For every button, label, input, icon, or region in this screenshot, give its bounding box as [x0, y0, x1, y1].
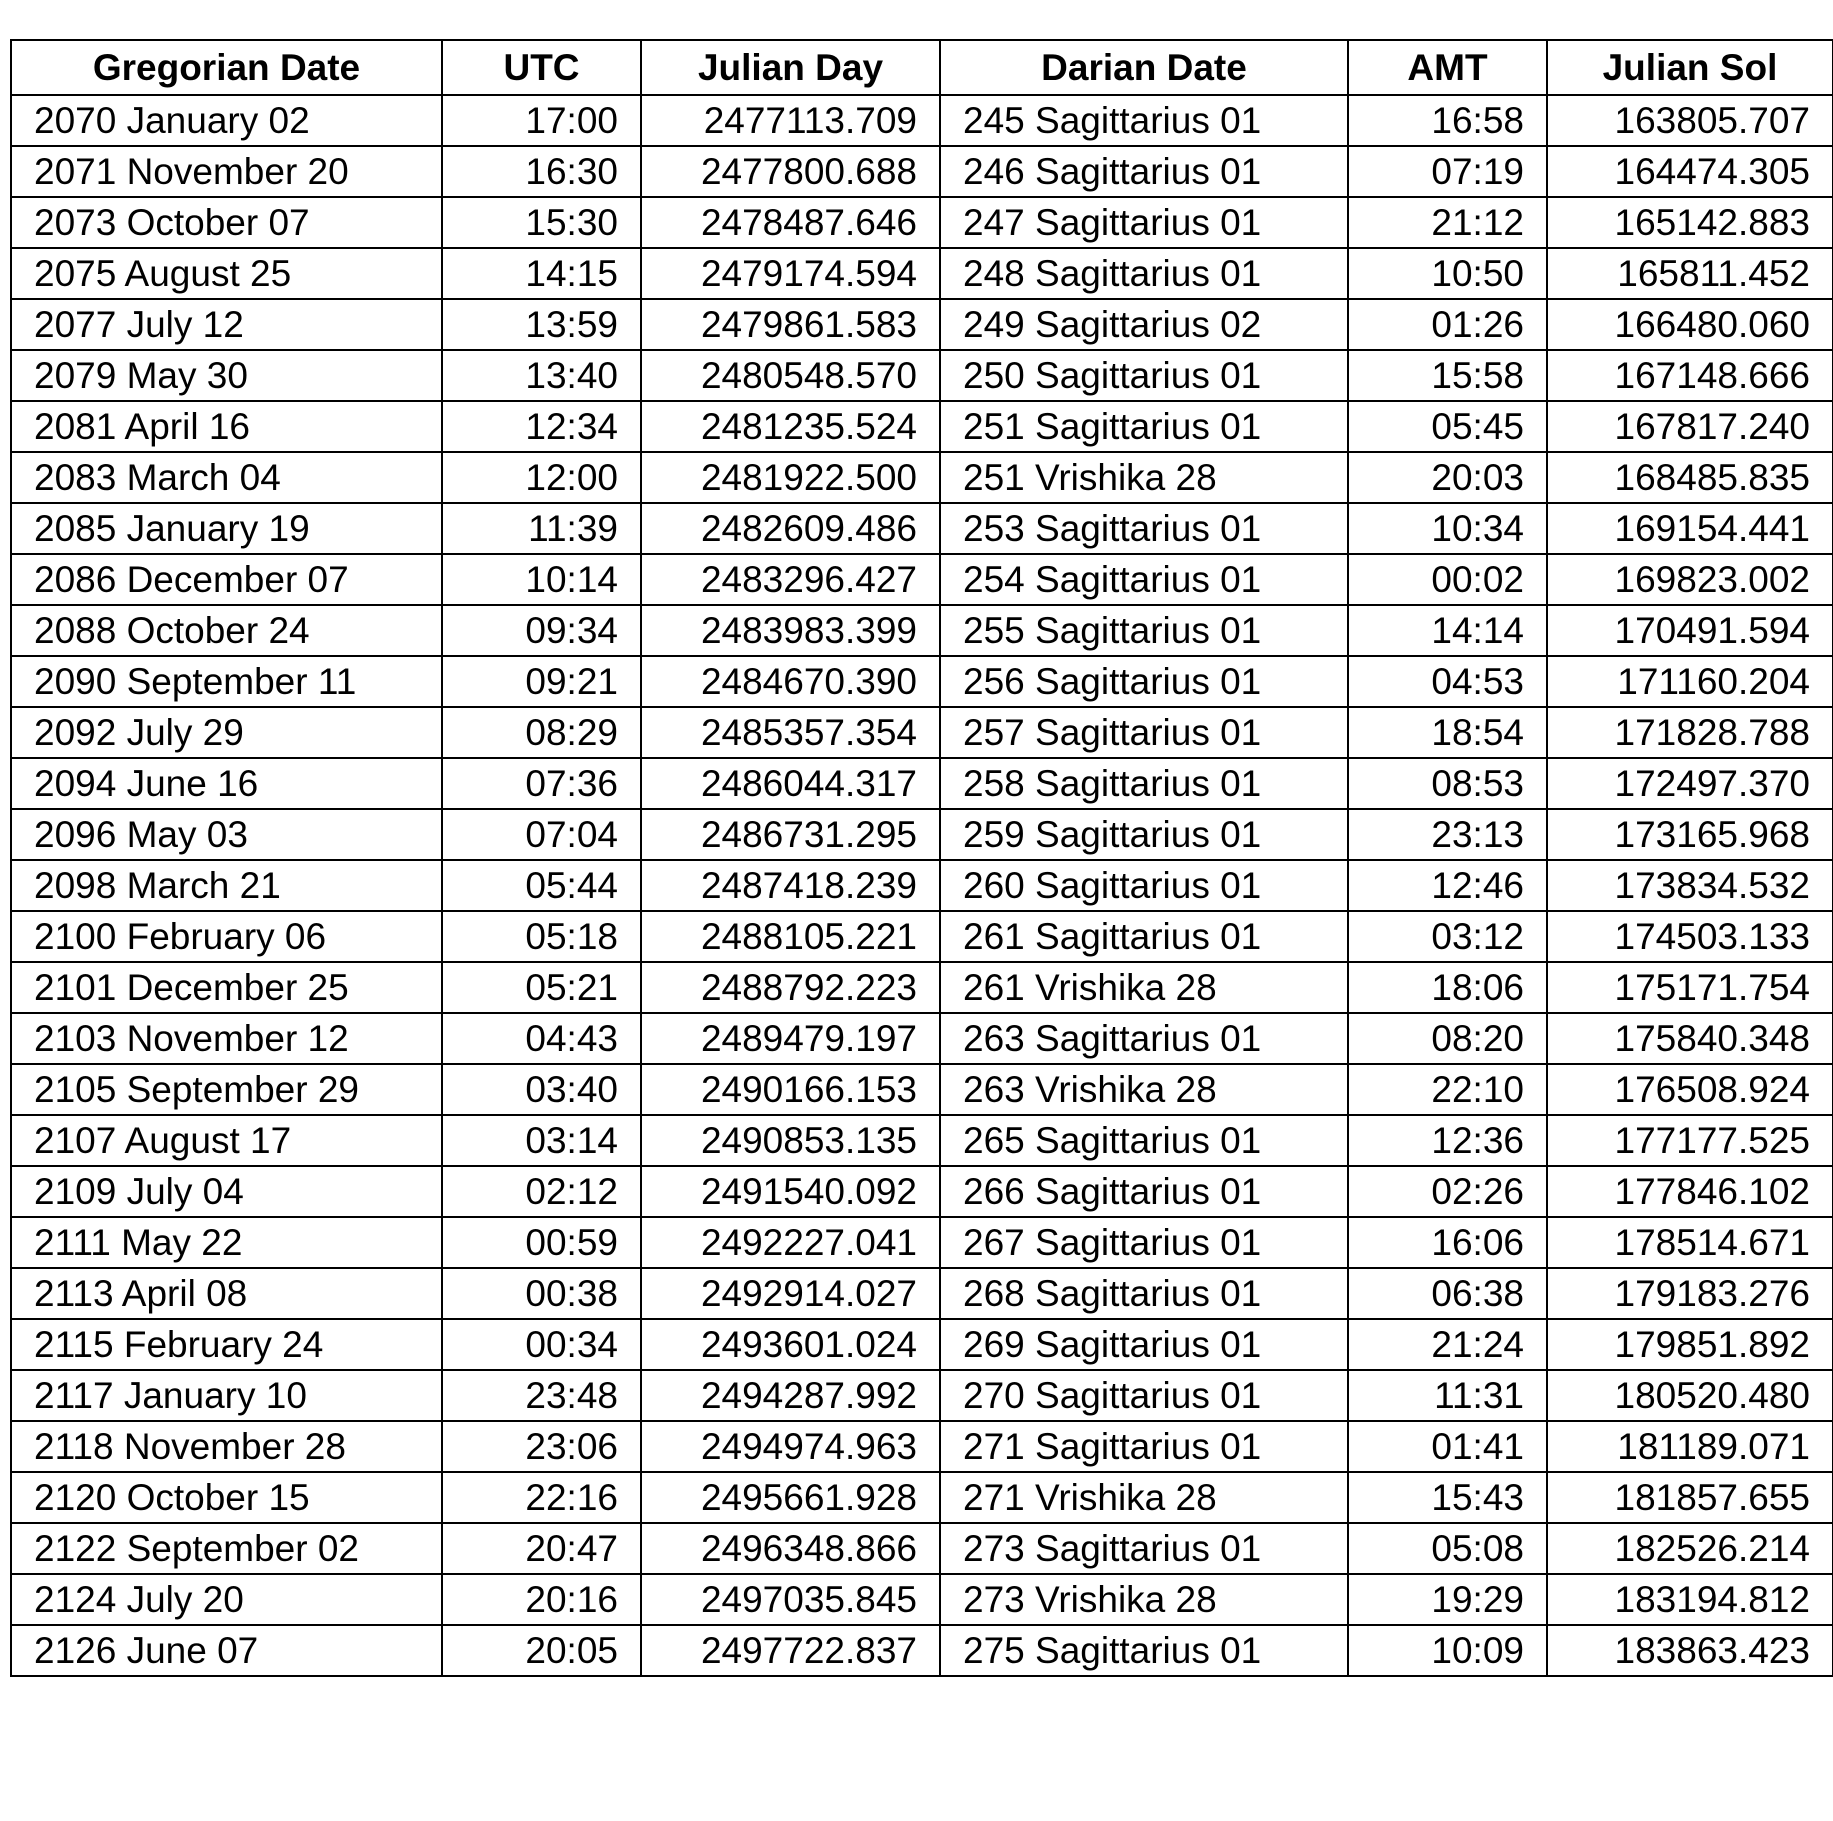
cell-amt: 16:06 [1348, 1217, 1547, 1268]
cell-julian-day: 2489479.197 [641, 1013, 940, 1064]
cell-amt: 21:12 [1348, 197, 1547, 248]
cell-gregorian-date: 2086 December 07 [11, 554, 442, 605]
cell-darian-date: 268 Sagittarius 01 [940, 1268, 1348, 1319]
cell-julian-day: 2478487.646 [641, 197, 940, 248]
calendar-table-container [10, 39, 1833, 1677]
cell-gregorian-date: 2111 May 22 [11, 1217, 442, 1268]
table-row [11, 401, 1833, 452]
cell-gregorian-date: 2100 February 06 [11, 911, 442, 962]
cell-gregorian-date: 2109 July 04 [11, 1166, 442, 1217]
cell-julian-day: 2487418.239 [641, 860, 940, 911]
cell-darian-date: 271 Sagittarius 01 [940, 1421, 1348, 1472]
table-row [11, 1523, 1833, 1574]
cell-utc: 16:30 [442, 146, 641, 197]
cell-julian-sol: 175840.348 [1547, 1013, 1833, 1064]
cell-gregorian-date: 2098 March 21 [11, 860, 442, 911]
cell-amt: 05:08 [1348, 1523, 1547, 1574]
cell-utc: 09:34 [442, 605, 641, 656]
cell-darian-date: 269 Sagittarius 01 [940, 1319, 1348, 1370]
cell-darian-date: 253 Sagittarius 01 [940, 503, 1348, 554]
cell-amt: 08:20 [1348, 1013, 1547, 1064]
cell-julian-day: 2491540.092 [641, 1166, 940, 1217]
table-row [11, 605, 1833, 656]
cell-julian-sol: 181189.071 [1547, 1421, 1833, 1472]
cell-gregorian-date: 2103 November 12 [11, 1013, 442, 1064]
table-row [11, 248, 1833, 299]
cell-julian-sol: 163805.707 [1547, 95, 1833, 146]
cell-darian-date: 256 Sagittarius 01 [940, 656, 1348, 707]
cell-julian-sol: 183194.812 [1547, 1574, 1833, 1625]
cell-julian-sol: 169823.002 [1547, 554, 1833, 605]
cell-darian-date: 271 Vrishika 28 [940, 1472, 1348, 1523]
cell-julian-day: 2479174.594 [641, 248, 940, 299]
cell-amt: 19:29 [1348, 1574, 1547, 1625]
cell-julian-sol: 176508.924 [1547, 1064, 1833, 1115]
cell-julian-day: 2495661.928 [641, 1472, 940, 1523]
cell-julian-day: 2481922.500 [641, 452, 940, 503]
cell-julian-day: 2483983.399 [641, 605, 940, 656]
cell-darian-date: 254 Sagittarius 01 [940, 554, 1348, 605]
cell-darian-date: 247 Sagittarius 01 [940, 197, 1348, 248]
cell-utc: 05:44 [442, 860, 641, 911]
cell-julian-day: 2490166.153 [641, 1064, 940, 1115]
table-row [11, 809, 1833, 860]
cell-gregorian-date: 2101 December 25 [11, 962, 442, 1013]
cell-darian-date: 275 Sagittarius 01 [940, 1625, 1348, 1676]
cell-amt: 15:58 [1348, 350, 1547, 401]
cell-amt: 18:06 [1348, 962, 1547, 1013]
cell-darian-date: 249 Sagittarius 02 [940, 299, 1348, 350]
cell-julian-sol: 168485.835 [1547, 452, 1833, 503]
cell-julian-day: 2477113.709 [641, 95, 940, 146]
cell-julian-sol: 175171.754 [1547, 962, 1833, 1013]
table-row [11, 656, 1833, 707]
cell-julian-day: 2490853.135 [641, 1115, 940, 1166]
calendar-table [10, 39, 1833, 1677]
table-row [11, 1064, 1833, 1115]
cell-julian-day: 2483296.427 [641, 554, 940, 605]
cell-gregorian-date: 2070 January 02 [11, 95, 442, 146]
column-header-utc: UTC [442, 40, 641, 95]
cell-gregorian-date: 2126 June 07 [11, 1625, 442, 1676]
cell-utc: 15:30 [442, 197, 641, 248]
cell-julian-day: 2492227.041 [641, 1217, 940, 1268]
cell-julian-sol: 181857.655 [1547, 1472, 1833, 1523]
cell-darian-date: 273 Sagittarius 01 [940, 1523, 1348, 1574]
cell-utc: 00:38 [442, 1268, 641, 1319]
cell-darian-date: 266 Sagittarius 01 [940, 1166, 1348, 1217]
cell-amt: 07:19 [1348, 146, 1547, 197]
cell-gregorian-date: 2115 February 24 [11, 1319, 442, 1370]
cell-utc: 22:16 [442, 1472, 641, 1523]
cell-julian-sol: 169154.441 [1547, 503, 1833, 554]
cell-darian-date: 273 Vrishika 28 [940, 1574, 1348, 1625]
table-row [11, 95, 1833, 146]
cell-gregorian-date: 2075 August 25 [11, 248, 442, 299]
cell-darian-date: 251 Sagittarius 01 [940, 401, 1348, 452]
cell-darian-date: 259 Sagittarius 01 [940, 809, 1348, 860]
cell-utc: 23:06 [442, 1421, 641, 1472]
cell-gregorian-date: 2090 September 11 [11, 656, 442, 707]
table-row [11, 1217, 1833, 1268]
cell-gregorian-date: 2117 January 10 [11, 1370, 442, 1421]
cell-amt: 02:26 [1348, 1166, 1547, 1217]
cell-darian-date: 267 Sagittarius 01 [940, 1217, 1348, 1268]
cell-utc: 14:15 [442, 248, 641, 299]
cell-amt: 22:10 [1348, 1064, 1547, 1115]
cell-julian-sol: 171828.788 [1547, 707, 1833, 758]
cell-darian-date: 263 Sagittarius 01 [940, 1013, 1348, 1064]
cell-julian-day: 2497722.837 [641, 1625, 940, 1676]
cell-julian-day: 2485357.354 [641, 707, 940, 758]
cell-utc: 00:59 [442, 1217, 641, 1268]
cell-amt: 10:50 [1348, 248, 1547, 299]
cell-darian-date: 257 Sagittarius 01 [940, 707, 1348, 758]
cell-julian-day: 2488792.223 [641, 962, 940, 1013]
cell-julian-day: 2497035.845 [641, 1574, 940, 1625]
table-row [11, 911, 1833, 962]
cell-gregorian-date: 2118 November 28 [11, 1421, 442, 1472]
cell-julian-sol: 165142.883 [1547, 197, 1833, 248]
cell-utc: 03:40 [442, 1064, 641, 1115]
cell-darian-date: 248 Sagittarius 01 [940, 248, 1348, 299]
cell-julian-day: 2486044.317 [641, 758, 940, 809]
cell-darian-date: 265 Sagittarius 01 [940, 1115, 1348, 1166]
cell-gregorian-date: 2120 October 15 [11, 1472, 442, 1523]
table-row [11, 1472, 1833, 1523]
cell-darian-date: 255 Sagittarius 01 [940, 605, 1348, 656]
table-row [11, 554, 1833, 605]
table-row [11, 299, 1833, 350]
cell-amt: 06:38 [1348, 1268, 1547, 1319]
cell-julian-sol: 173834.532 [1547, 860, 1833, 911]
column-header-amt: AMT [1348, 40, 1547, 95]
cell-gregorian-date: 2085 January 19 [11, 503, 442, 554]
cell-amt: 16:58 [1348, 95, 1547, 146]
cell-gregorian-date: 2088 October 24 [11, 605, 442, 656]
cell-julian-day: 2479861.583 [641, 299, 940, 350]
cell-utc: 10:14 [442, 554, 641, 605]
cell-utc: 17:00 [442, 95, 641, 146]
cell-amt: 08:53 [1348, 758, 1547, 809]
cell-julian-sol: 178514.671 [1547, 1217, 1833, 1268]
cell-utc: 23:48 [442, 1370, 641, 1421]
cell-gregorian-date: 2092 July 29 [11, 707, 442, 758]
table-row [11, 860, 1833, 911]
cell-amt: 01:26 [1348, 299, 1547, 350]
table-row [11, 1115, 1833, 1166]
cell-utc: 03:14 [442, 1115, 641, 1166]
cell-gregorian-date: 2081 April 16 [11, 401, 442, 452]
cell-julian-sol: 182526.214 [1547, 1523, 1833, 1574]
cell-gregorian-date: 2122 September 02 [11, 1523, 442, 1574]
cell-utc: 09:21 [442, 656, 641, 707]
header-row [11, 40, 1833, 95]
cell-julian-sol: 174503.133 [1547, 911, 1833, 962]
cell-gregorian-date: 2105 September 29 [11, 1064, 442, 1115]
table-row [11, 350, 1833, 401]
cell-gregorian-date: 2073 October 07 [11, 197, 442, 248]
cell-julian-day: 2492914.027 [641, 1268, 940, 1319]
cell-darian-date: 260 Sagittarius 01 [940, 860, 1348, 911]
cell-amt: 21:24 [1348, 1319, 1547, 1370]
cell-utc: 13:59 [442, 299, 641, 350]
cell-utc: 05:21 [442, 962, 641, 1013]
cell-gregorian-date: 2079 May 30 [11, 350, 442, 401]
cell-julian-sol: 180520.480 [1547, 1370, 1833, 1421]
column-header-darian-date: Darian Date [940, 40, 1348, 95]
cell-utc: 02:12 [442, 1166, 641, 1217]
cell-utc: 20:47 [442, 1523, 641, 1574]
table-row [11, 197, 1833, 248]
cell-utc: 04:43 [442, 1013, 641, 1064]
cell-julian-sol: 170491.594 [1547, 605, 1833, 656]
cell-julian-sol: 171160.204 [1547, 656, 1833, 707]
cell-julian-day: 2494287.992 [641, 1370, 940, 1421]
cell-darian-date: 261 Vrishika 28 [940, 962, 1348, 1013]
cell-amt: 20:03 [1348, 452, 1547, 503]
cell-gregorian-date: 2083 March 04 [11, 452, 442, 503]
table-row [11, 1370, 1833, 1421]
cell-julian-day: 2480548.570 [641, 350, 940, 401]
cell-julian-day: 2486731.295 [641, 809, 940, 860]
cell-amt: 03:12 [1348, 911, 1547, 962]
cell-darian-date: 246 Sagittarius 01 [940, 146, 1348, 197]
cell-julian-day: 2481235.524 [641, 401, 940, 452]
table-row [11, 1574, 1833, 1625]
cell-julian-sol: 172497.370 [1547, 758, 1833, 809]
cell-darian-date: 270 Sagittarius 01 [940, 1370, 1348, 1421]
cell-julian-sol: 183863.423 [1547, 1625, 1833, 1676]
cell-julian-day: 2488105.221 [641, 911, 940, 962]
cell-darian-date: 245 Sagittarius 01 [940, 95, 1348, 146]
cell-julian-day: 2493601.024 [641, 1319, 940, 1370]
cell-amt: 01:41 [1348, 1421, 1547, 1472]
cell-utc: 13:40 [442, 350, 641, 401]
cell-julian-sol: 164474.305 [1547, 146, 1833, 197]
table-row [11, 146, 1833, 197]
table-row [11, 1268, 1833, 1319]
cell-gregorian-date: 2124 July 20 [11, 1574, 442, 1625]
cell-julian-sol: 165811.452 [1547, 248, 1833, 299]
cell-utc: 07:36 [442, 758, 641, 809]
cell-darian-date: 263 Vrishika 28 [940, 1064, 1348, 1115]
cell-gregorian-date: 2071 November 20 [11, 146, 442, 197]
cell-utc: 00:34 [442, 1319, 641, 1370]
cell-amt: 10:09 [1348, 1625, 1547, 1676]
table-row [11, 1013, 1833, 1064]
cell-darian-date: 251 Vrishika 28 [940, 452, 1348, 503]
table-body [11, 95, 1833, 1676]
cell-julian-sol: 177177.525 [1547, 1115, 1833, 1166]
cell-utc: 20:05 [442, 1625, 641, 1676]
cell-amt: 14:14 [1348, 605, 1547, 656]
table-row [11, 1319, 1833, 1370]
table-row [11, 1421, 1833, 1472]
cell-utc: 07:04 [442, 809, 641, 860]
cell-gregorian-date: 2107 August 17 [11, 1115, 442, 1166]
column-header-gregorian-date: Gregorian Date [11, 40, 442, 95]
cell-darian-date: 258 Sagittarius 01 [940, 758, 1348, 809]
cell-julian-sol: 166480.060 [1547, 299, 1833, 350]
cell-amt: 15:43 [1348, 1472, 1547, 1523]
cell-utc: 12:34 [442, 401, 641, 452]
cell-darian-date: 261 Sagittarius 01 [940, 911, 1348, 962]
cell-julian-sol: 167148.666 [1547, 350, 1833, 401]
column-header-julian-sol: Julian Sol [1547, 40, 1833, 95]
cell-gregorian-date: 2094 June 16 [11, 758, 442, 809]
table-header [11, 40, 1833, 95]
cell-julian-day: 2494974.963 [641, 1421, 940, 1472]
table-row [11, 503, 1833, 554]
cell-amt: 05:45 [1348, 401, 1547, 452]
cell-gregorian-date: 2113 April 08 [11, 1268, 442, 1319]
cell-amt: 04:53 [1348, 656, 1547, 707]
cell-julian-day: 2482609.486 [641, 503, 940, 554]
cell-amt: 23:13 [1348, 809, 1547, 860]
cell-julian-sol: 177846.102 [1547, 1166, 1833, 1217]
cell-amt: 18:54 [1348, 707, 1547, 758]
table-row [11, 962, 1833, 1013]
cell-amt: 10:34 [1348, 503, 1547, 554]
cell-gregorian-date: 2096 May 03 [11, 809, 442, 860]
cell-amt: 12:36 [1348, 1115, 1547, 1166]
cell-julian-day: 2484670.390 [641, 656, 940, 707]
cell-julian-day: 2477800.688 [641, 146, 940, 197]
column-header-julian-day: Julian Day [641, 40, 940, 95]
table-row [11, 1625, 1833, 1676]
cell-julian-day: 2496348.866 [641, 1523, 940, 1574]
cell-darian-date: 250 Sagittarius 01 [940, 350, 1348, 401]
cell-utc: 20:16 [442, 1574, 641, 1625]
table-row [11, 1166, 1833, 1217]
cell-amt: 00:02 [1348, 554, 1547, 605]
cell-utc: 05:18 [442, 911, 641, 962]
cell-utc: 08:29 [442, 707, 641, 758]
cell-amt: 12:46 [1348, 860, 1547, 911]
cell-julian-sol: 179851.892 [1547, 1319, 1833, 1370]
cell-amt: 11:31 [1348, 1370, 1547, 1421]
cell-utc: 11:39 [442, 503, 641, 554]
cell-utc: 12:00 [442, 452, 641, 503]
cell-julian-sol: 173165.968 [1547, 809, 1833, 860]
cell-julian-sol: 167817.240 [1547, 401, 1833, 452]
cell-gregorian-date: 2077 July 12 [11, 299, 442, 350]
cell-julian-sol: 179183.276 [1547, 1268, 1833, 1319]
table-row [11, 452, 1833, 503]
table-row [11, 758, 1833, 809]
table-row [11, 707, 1833, 758]
